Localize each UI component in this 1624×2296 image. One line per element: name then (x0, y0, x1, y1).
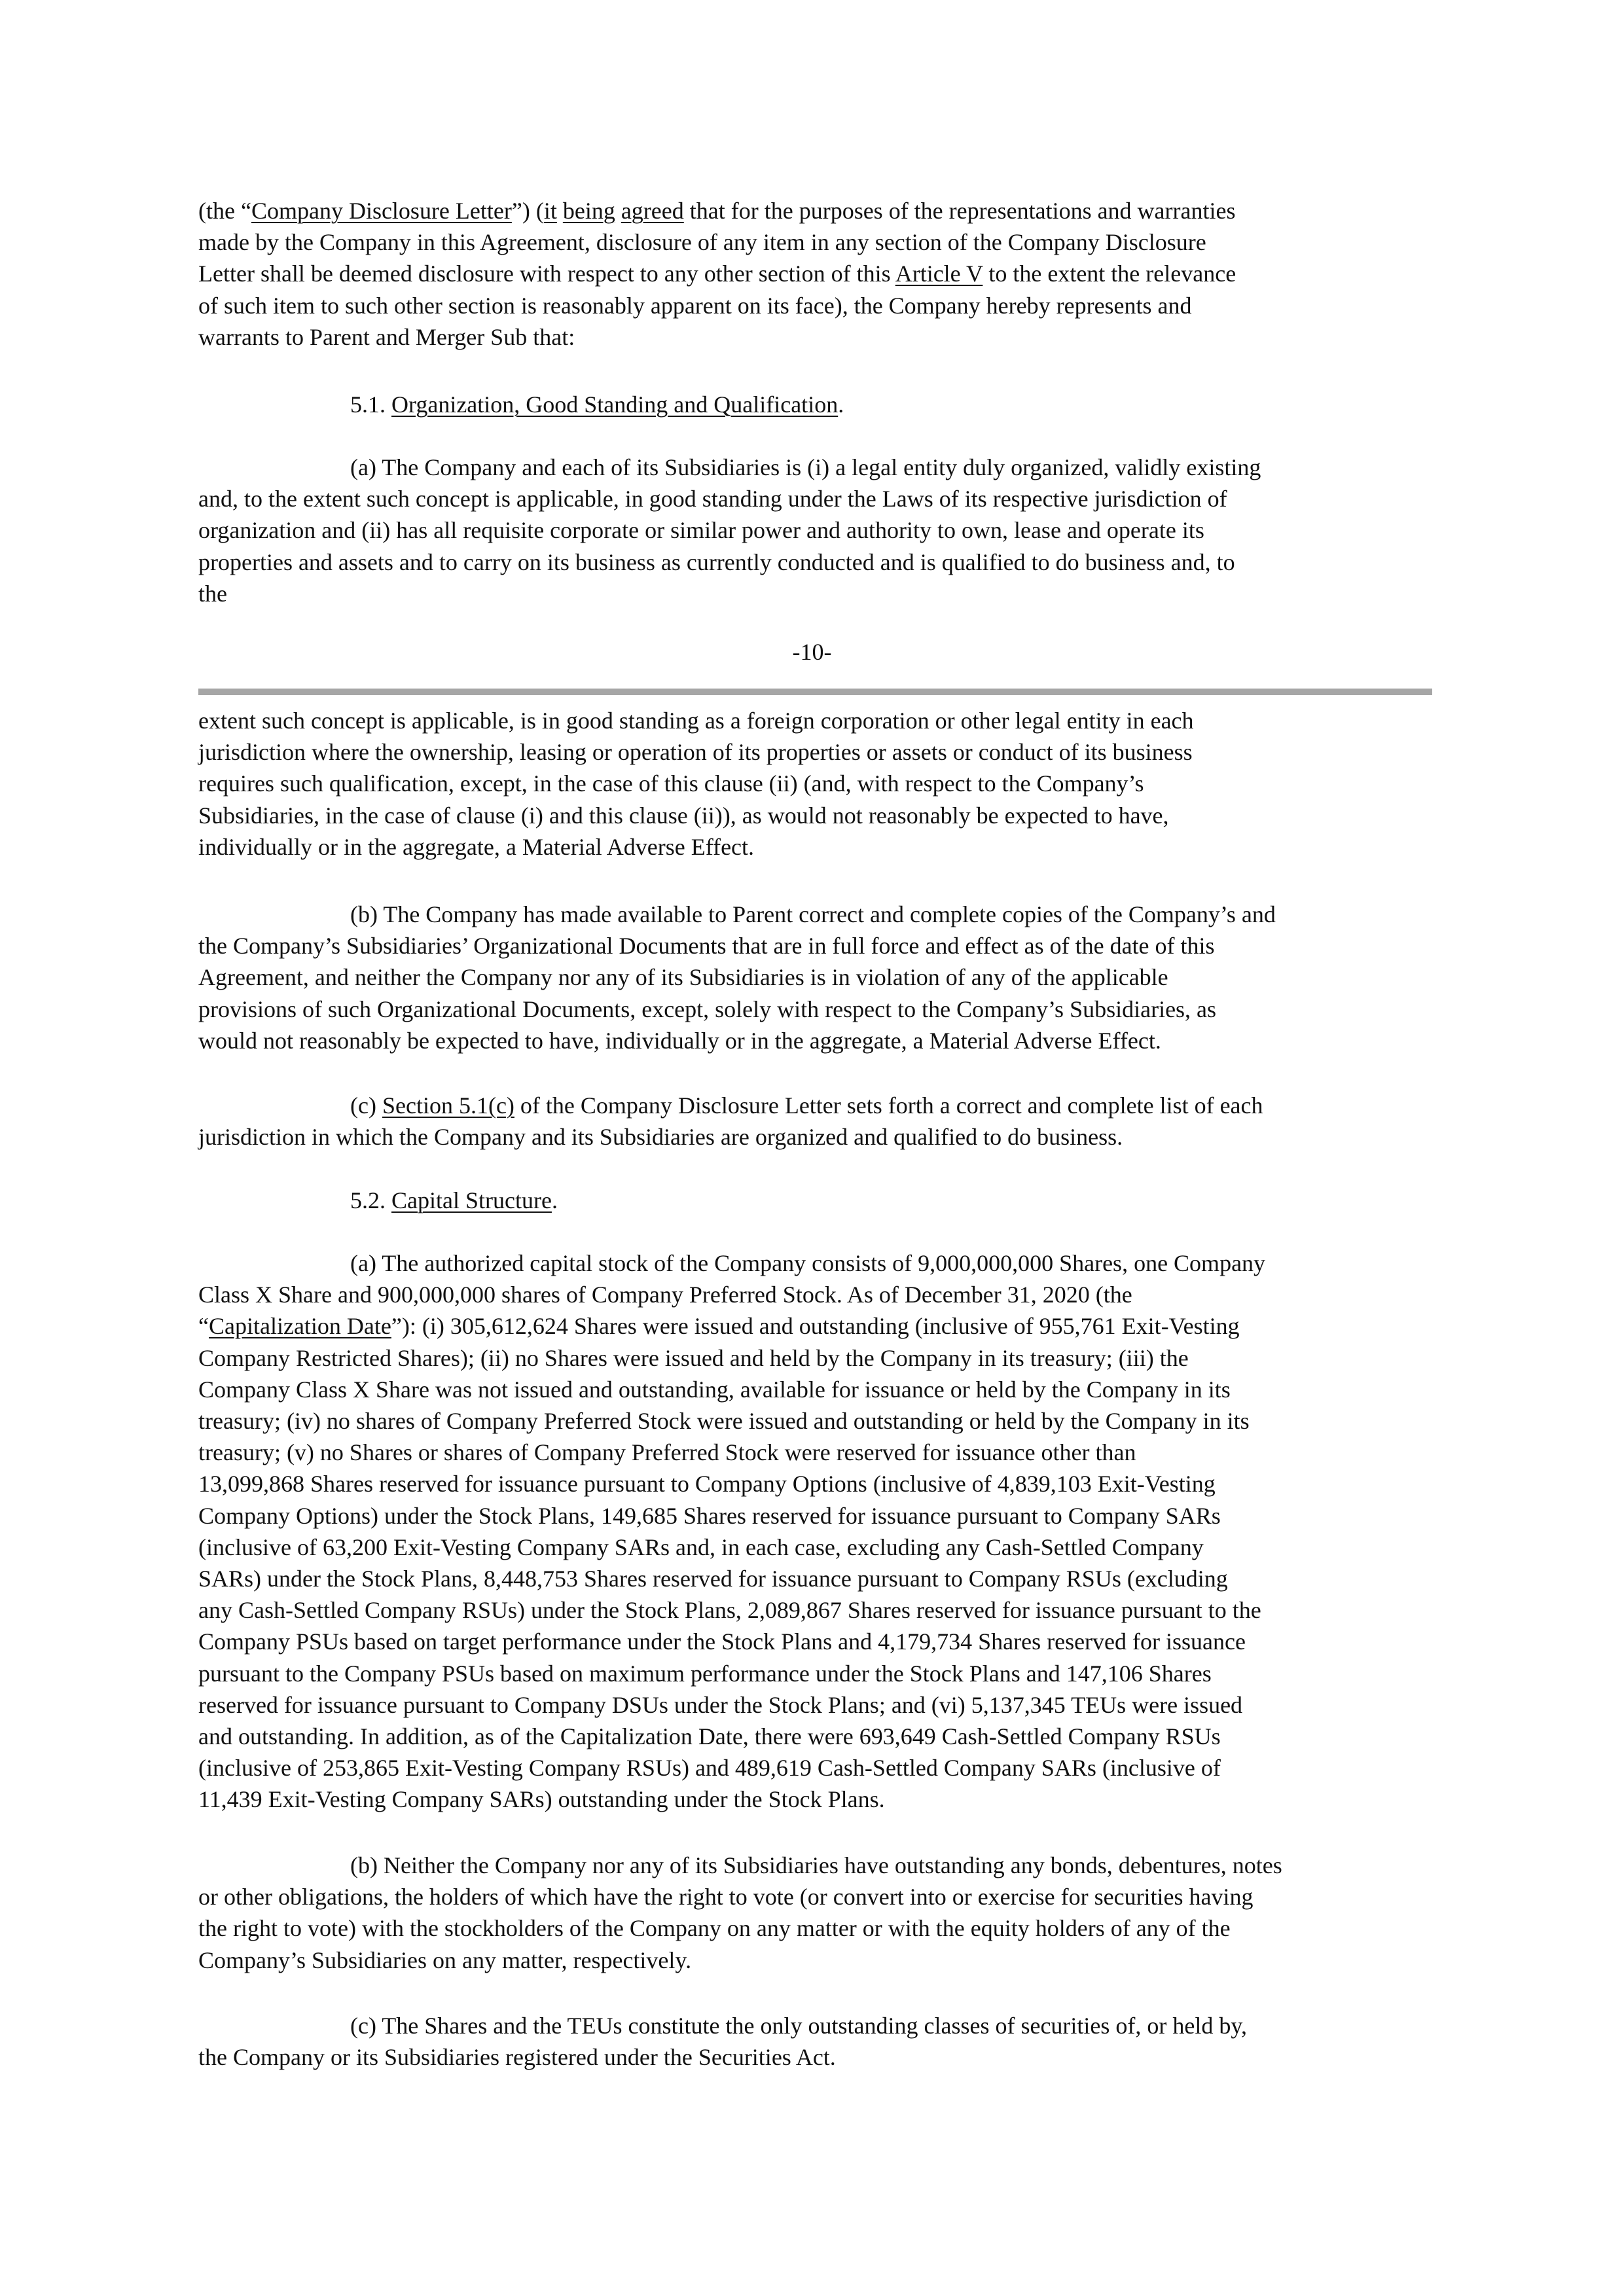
text-line: (c) The Shares and the TEUs constitute the only outstanding classes of securities of, or held by, (350, 2013, 1248, 2039)
underlined-word: it (543, 198, 557, 224)
intro-paragraph (198, 195, 1435, 353)
defined-term-company-disclosure-letter: Company Disclosure Letter (251, 198, 512, 224)
text-line: Class X Share and 900,000,000 shares of Company Preferred Stock. As of December 31, 2020 (the (198, 1282, 1132, 1308)
page-number: -10- (792, 639, 832, 665)
text-line: reserved for issuance pursuant to Company DSUs under the Stock Plans; and (vi) 5,137,345 TEUs were issued (198, 1691, 1243, 1718)
text-line: and outstanding. In addition, as of the Capitalization Date, there were 693,649 Cash-Settled Company RSUs (198, 1723, 1221, 1750)
section-title: Organization, Good Standing and Qualification (391, 391, 839, 418)
text-line: properties and assets and to carry on its business as currently conducted and is qualified to do business and, to (198, 548, 1235, 575)
text-line: (b) Neither the Company nor any of its Subsidiaries have outstanding any bonds, debentures, notes (350, 1852, 1282, 1878)
text-run: . (838, 391, 844, 418)
text-line: or other obligations, the holders of which have the right to vote (or convert into or exercise for securities having (198, 1884, 1254, 1910)
section-title: Capital Structure (391, 1187, 552, 1213)
text-line: treasury; (iv) no shares of Company Preferred Stock were issued and outstanding or held by the Company in its (198, 1408, 1250, 1435)
text-line: would not reasonably be expected to have, individually or in the aggregate, a Material Adverse Effect. (198, 1027, 1161, 1054)
section-heading-5-2 (198, 1185, 1435, 1216)
underlined-word: agreed (621, 198, 684, 224)
text-line: Company Options) under the Stock Plans, 149,685 Shares reserved for issuance pursuant to Company SARs (198, 1502, 1221, 1529)
text-run (615, 198, 621, 224)
paragraph-5-1-a (198, 452, 1435, 609)
text-line: the (198, 580, 227, 607)
paragraph-5-2-c (198, 2010, 1435, 2073)
text-line (198, 1310, 1435, 1342)
underlined-word: being (562, 198, 615, 224)
text-line: SARs) under the Stock Plans, 8,448,753 Shares reserved for issuance pursuant to Company RSUs (excluding (198, 1566, 1228, 1592)
text-line: 13,099,868 Shares reserved for issuance pursuant to Company Options (inclusive of 4,839,103 Exit-Vesting (198, 1471, 1216, 1498)
text-run: . (551, 1187, 558, 1213)
text-line (198, 1090, 1435, 1121)
text-line: (a) The Company and each of its Subsidiaries is (i) a legal entity duly organized, validly existing (350, 454, 1261, 480)
text-line: provisions of such Organizational Documents, except, solely with respect to the Company’s Subsidiaries, as (198, 996, 1217, 1022)
text-line: of such item to such other section is reasonably apparent on its face), the Company hereby represents and (198, 292, 1192, 319)
text-run: (the “ (198, 198, 251, 224)
text-line: individually or in the aggregate, a Material Adverse Effect. (198, 833, 755, 860)
text-run: to the extent the relevance (983, 260, 1236, 287)
text-line: Subsidiaries, in the case of clause (i) and this clause (ii)), as would not reasonably be expected to have, (198, 802, 1169, 829)
text-run: ”) ( (511, 198, 544, 224)
defined-term-capitalization-date: Capitalization Date (208, 1313, 391, 1340)
text-line: organization and (ii) has all requisite corporate or similar power and authority to own, lease and operate its (198, 517, 1204, 544)
text-run: ”): (i) 305,612,624 Shares were issued and outstanding (inclusive of 955,761 Exit-Vesting (391, 1313, 1240, 1340)
text-line: jurisdiction in which the Company and its Subsidiaries are organized and qualified to do business. (198, 1124, 1123, 1151)
text-run: (c) (350, 1092, 382, 1119)
text-line: pursuant to the Company PSUs based on maximum performance under the Stock Plans and 147,106 Shares (198, 1660, 1212, 1687)
text-line (198, 195, 1435, 226)
text-line: (inclusive of 253,865 Exit-Vesting Company RSUs) and 489,619 Cash-Settled Company SARs (inclusive of (198, 1755, 1221, 1782)
text-line: (a) The authorized capital stock of the Company consists of 9,000,000,000 Shares, one Company (350, 1250, 1266, 1276)
section-number: 5.1. (350, 391, 391, 418)
text-run: that for the purposes of the representations and warranties (683, 198, 1236, 224)
text-line: Company PSUs based on target performance under the Stock Plans and 4,179,734 Shares reserved for issuance (198, 1628, 1246, 1655)
text-line: requires such qualification, except, in the case of this clause (ii) (and, with respect to the Company’s (198, 770, 1144, 797)
paragraph-5-2-a (198, 1247, 1435, 1816)
cross-reference-article-v: Article V (895, 260, 983, 287)
text-run: of the Company Disclosure Letter sets forth a correct and complete list of each (514, 1092, 1263, 1119)
text-line (198, 258, 1435, 289)
text-line: any Cash-Settled Company RSUs) under the Stock Plans, 2,089,867 Shares reserved for issuance pursuant to the (198, 1597, 1261, 1624)
text-line: Company Restricted Shares); (ii) no Shares were issued and held by the Company in its treasury; (iii) the (198, 1344, 1189, 1371)
text-line: the Company’s Subsidiaries’ Organizational Documents that are in full force and effect as of the date of this (198, 933, 1215, 960)
text-line: Company Class X Share was not issued and outstanding, available for issuance or held by the Company in its (198, 1376, 1231, 1403)
paragraph-5-2-b (198, 1850, 1435, 1976)
text-line: and, to the extent such concept is applicable, in good standing under the Laws of its respective jurisdiction of (198, 486, 1227, 512)
continuation-paragraph (198, 705, 1435, 863)
text-line (198, 1185, 1435, 1216)
text-line: (inclusive of 63,200 Exit-Vesting Company SARs and, in each case, excluding any Cash-Settled Company (198, 1534, 1204, 1560)
text-line: the right to vote) with the stockholders of the Company on any matter or with the equity holders of any of the (198, 1915, 1231, 1942)
text-line: (b) The Company has made available to Parent correct and complete copies of the Company’s and (350, 901, 1276, 927)
text-line: 11,439 Exit-Vesting Company SARs) outstanding under the Stock Plans. (198, 1786, 885, 1813)
text-line: treasury; (v) no Shares or shares of Company Preferred Stock were reserved for issuance other than (198, 1439, 1136, 1466)
text-line: jurisdiction where the ownership, leasing or operation of its properties or assets or conduct of its business (198, 739, 1193, 766)
text-line (198, 389, 1435, 420)
text-run: “ (198, 1313, 209, 1340)
text-line: Agreement, and neither the Company nor any of its Subsidiaries is in violation of any of the applicable (198, 964, 1168, 991)
paragraph-5-1-c (198, 1090, 1435, 1153)
page-break-divider (198, 689, 1432, 695)
text-run (557, 198, 563, 224)
text-line: Company’s Subsidiaries on any matter, respectively. (198, 1946, 692, 1973)
section-number: 5.2. (350, 1187, 391, 1213)
text-line: extent such concept is applicable, is in good standing as a foreign corporation or other legal entity in each (198, 708, 1194, 734)
text-line: warrants to Parent and Merger Sub that: (198, 323, 575, 350)
paragraph-5-1-b (198, 899, 1435, 1056)
cross-reference-section-5-1-c: Section 5.1(c) (382, 1092, 514, 1119)
section-heading-5-1 (198, 389, 1435, 420)
text-line: the Company or its Subsidiaries registered under the Securities Act. (198, 2044, 836, 2071)
text-run: Letter shall be deemed disclosure with respect to any other section of this (198, 260, 895, 287)
text-line: made by the Company in this Agreement, disclosure of any item in any section of the Company Disclosure (198, 229, 1206, 256)
